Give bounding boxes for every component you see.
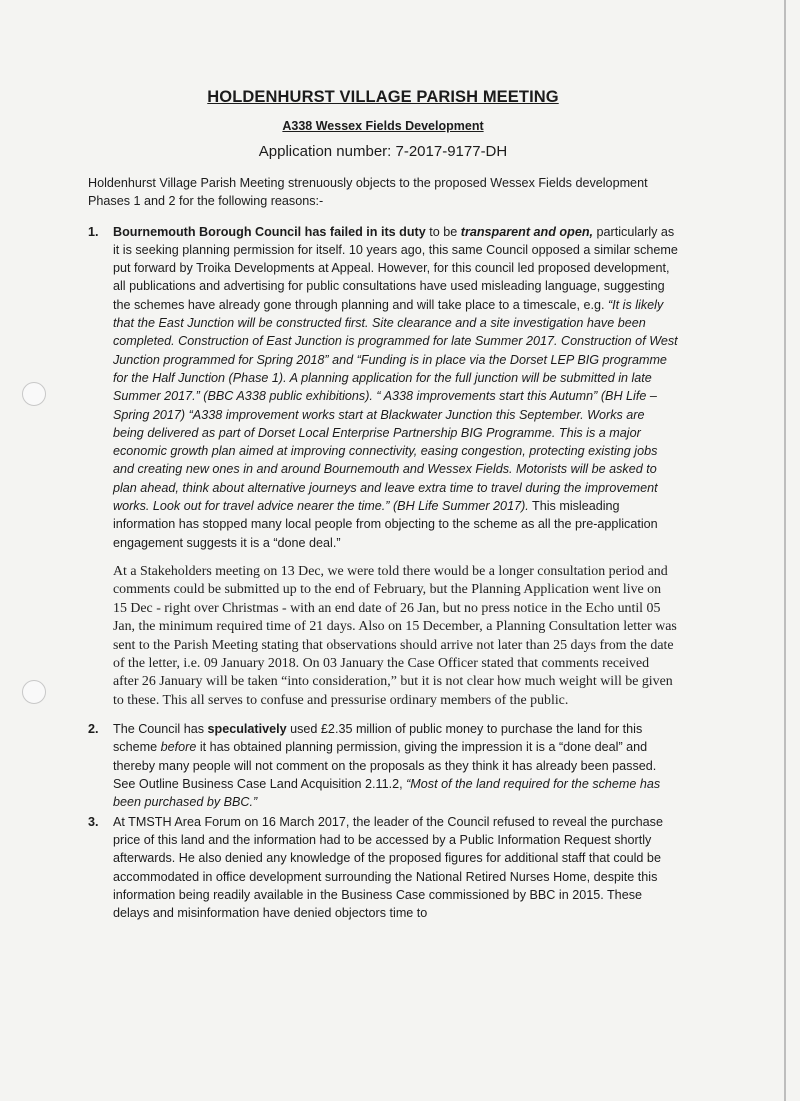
item-2-quote: “Most of the land required for the scheme has been purchased by BBC.” bbox=[113, 777, 661, 810]
punch-hole-lower bbox=[22, 680, 46, 704]
list-item bbox=[88, 223, 678, 711]
item-1-serif-paragraph: At a Stakeholders meeting on 13 Dec, we were told there would be a longer consultation period and comments could be submitted up to the end of February, but the Planning Application went live on 15 Dec - right over Christmas - with an end date of 26 Jan, but no press notice in the Echo until 05 Jan, the minimum required time of 21 days. Also on 15 December, a Planning Consultation letter was sent to the Parish Meeting stating that observations should arrive not later than 25 days from the date of the letter, i.e. 09 January 2018. On 03 January the Case Officer stated that comments received after 26 January will be taken “into consideration,” but it is not clear how much weight will be given to these. This all serves to confuse and pressurise ordinary members of the public. bbox=[113, 563, 677, 708]
item-number: 3. bbox=[88, 814, 99, 829]
item-1-tail: This misleading information has stopped many local people from objecting to the scheme as all the pre-application engagement suggests it is a “done deal.” bbox=[113, 499, 658, 550]
item-1-quote: “It is likely that the East Junction will be constructed first. Site clearance and a site investigation have been completed. Construction of East Junction is programmed for late Summer 2017. Construction of West Junction programmed for Spring 2018” and “Funding is in place via the Dorset LEP BIG programme for the Half Junction (Phase 1). A planning application for the full junction will be submitted in late Summer 2017.” (BBC A338 public exhibitions). “ A338 improvements start this Autumn” (BH Life – Spring 2017) “A338 improvement works start at Blackwater Junction this September. Works are being delivered as part of Dorset Local Enterprise Partnership BIG Programme. This is a major economic growth plan aimed at improving connectivity, easing congestion, protecting existing jobs and creating new ones in and around Bournemouth and Wessex Fields. Motorists will be asked to plan ahead, think about alternative journeys and leave extra time to travel during the improvement works. Look out for travel advice nearer the time.” (BH Life Summer 2017). bbox=[113, 297, 678, 514]
objection-list bbox=[88, 223, 678, 923]
application-number: Application number: 7-2017-9177-DH bbox=[258, 143, 508, 160]
item-1-lead-bold: Bournemouth Borough Council has failed in its duty bbox=[113, 224, 426, 239]
list-item bbox=[88, 720, 678, 811]
item-1-body: particularly as it is seeking planning permission for itself. 10 years ago, this same Council opposed a similar scheme put forward by Troika Developments at Appeal. However, for this council led proposed development, all publications and advertising for public consultations have used misleading language, suggesting the schemes have already gone through planning and will take place to a timescale, e.g. bbox=[113, 224, 678, 312]
item-1-paragraph bbox=[113, 223, 678, 552]
page-edge bbox=[784, 0, 786, 1101]
item-number: 2. bbox=[88, 722, 99, 737]
document-subtitle: A338 Wessex Fields Development bbox=[282, 119, 484, 133]
item-2-paragraph bbox=[113, 720, 678, 811]
item-2-italic-word: before bbox=[160, 740, 197, 755]
item-1-lead-text: to be bbox=[425, 224, 461, 239]
item-2-text-a: The Council has bbox=[113, 722, 208, 737]
punch-hole-upper bbox=[22, 382, 46, 406]
item-2-text-b: used £2.35 million of public money to purchase the land for this scheme bbox=[113, 722, 643, 755]
document-title: HOLDENHURST VILLAGE PARISH MEETING bbox=[207, 88, 559, 106]
item-number: 1. bbox=[88, 224, 99, 239]
item-1-lead-bold-italic: transparent and open, bbox=[460, 224, 594, 239]
item-2-bold-word: speculatively bbox=[207, 722, 287, 737]
item-2-text-c: it has obtained planning permission, giving the impression it is a “done deal” and thereby many people will not comment on the proposals as they think it has already been passed. See Outline Business Case Land Acquisition 2.11.2, bbox=[113, 740, 657, 792]
item-3-paragraph: At TMSTH Area Forum on 16 March 2017, the leader of the Council refused to reveal the purchase price of this land and the information had to be accessed by a Public Information Request shortly afterwards. He also denied any knowledge of the proposed figures for additional staff that could be accommodated in office development surrounding the National Retired Nurses Home, despite this information being readily available in the Business Case commissioned by BBC in 2015. These delays and misinformation have denied objectors time to bbox=[113, 814, 663, 921]
list-item bbox=[88, 813, 678, 923]
intro-paragraph: Holdenhurst Village Parish Meeting strenuously objects to the proposed Wessex Fields development Phases 1 and 2 for the following reasons:- bbox=[88, 176, 648, 209]
document-body bbox=[88, 88, 678, 922]
